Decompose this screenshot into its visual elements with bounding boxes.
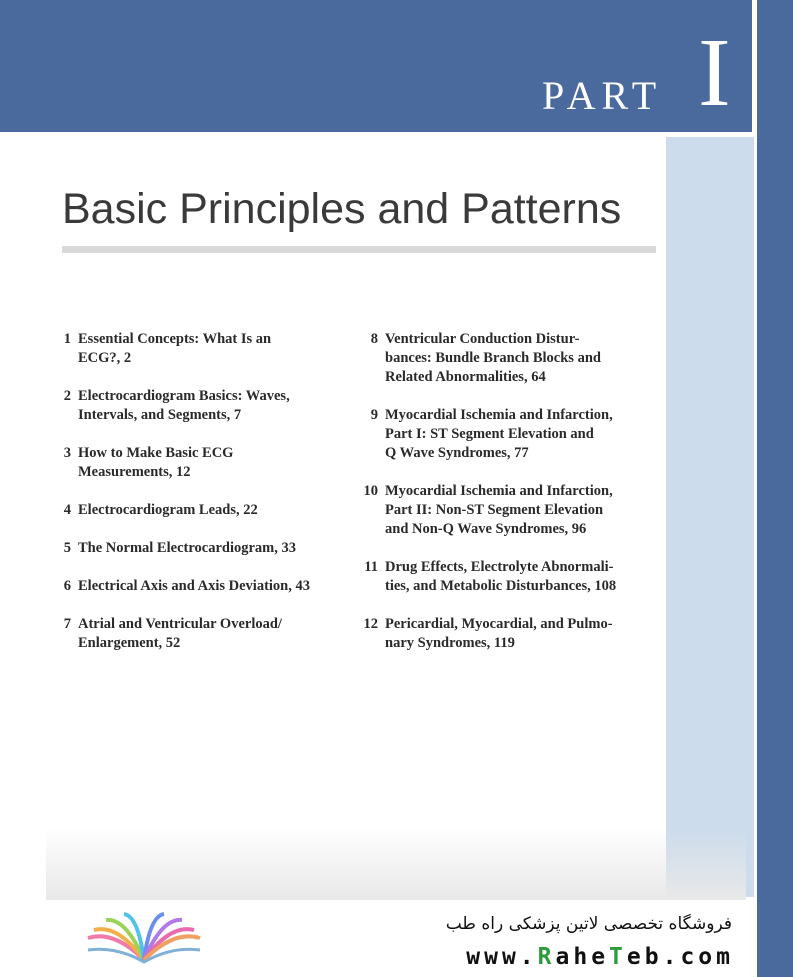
toc-entry[interactable] (358, 482, 648, 539)
chapter-title-line: Essential Concepts: What Is an (78, 331, 272, 347)
chapter-number: 5 (63, 540, 71, 556)
toc-entry[interactable] (62, 501, 352, 520)
chapter-title-line: Related Abnormalities, 64 (385, 369, 546, 385)
chapter-title (385, 558, 616, 596)
chapter-number: 12 (363, 616, 378, 632)
toc-entry[interactable] (62, 330, 352, 368)
toc-entry[interactable] (358, 406, 648, 463)
chapter-title (78, 444, 233, 482)
chapter-title (78, 501, 258, 520)
chapter-number: 2 (63, 388, 71, 404)
chapter-title-line: Measurements, 12 (78, 464, 191, 480)
chapter-title (78, 539, 296, 558)
right-edge-stripe (757, 0, 793, 977)
toc-entry[interactable] (358, 330, 648, 387)
chapter-title-line: Part II: Non-ST Segment Elevation (385, 502, 604, 518)
chapter-title-line: Intervals, and Segments, 7 (78, 407, 242, 423)
chapter-title (78, 387, 290, 425)
chapter-title (385, 406, 613, 463)
chapter-title-line: Atrial and Ventricular Overload/ (78, 616, 282, 632)
chapter-title (385, 330, 601, 387)
chapter-title (78, 615, 282, 653)
chapter-title-line: bances: Bundle Branch Blocks and (385, 350, 601, 366)
chapter-title-line: Q Wave Syndromes, 77 (385, 445, 529, 461)
chapter-title-line: and Non-Q Wave Syndromes, 96 (385, 521, 587, 537)
toc-entry[interactable] (358, 558, 648, 596)
chapter-title-line: Part I: ST Segment Elevation and (385, 426, 594, 442)
chapter-number: 8 (370, 331, 378, 347)
chapter-title-line: Electrocardiogram Basics: Waves, (78, 388, 290, 404)
website-url[interactable] (404, 944, 734, 970)
chapter-title (385, 482, 613, 539)
chapter-number: 6 (63, 578, 71, 594)
toc-entry[interactable] (62, 615, 352, 653)
store-name: فروشگاه تخصصی لاتین پزشکی راه طب (445, 914, 732, 934)
chapter-title-line: Electrocardiogram Leads, 22 (78, 502, 258, 518)
page-title: Basic Principles and Patterns (62, 185, 622, 233)
chapter-number: 11 (364, 559, 378, 575)
side-tab-column (666, 137, 754, 897)
chapter-title-line: ECG?, 2 (78, 350, 132, 366)
chapter-title-line: The Normal Electrocardiogram, 33 (78, 540, 296, 556)
chapter-number: 1 (63, 331, 71, 347)
url-part: www. (466, 944, 538, 970)
book-rainbow-logo-icon (84, 910, 204, 970)
chapter-title-line: nary Syndromes, 119 (385, 635, 515, 651)
chapter-number: 7 (63, 616, 71, 632)
part-number: I (698, 19, 731, 127)
url-part: ahe (555, 944, 610, 970)
toc-entry[interactable] (62, 387, 352, 425)
chapter-title-line: Myocardial Ischemia and Infarction, (385, 407, 613, 423)
url-part-highlight: T (609, 944, 627, 970)
chapter-number: 9 (370, 407, 378, 423)
part-label: PART (542, 73, 663, 118)
chapter-title-line: Enlargement, 52 (78, 635, 181, 651)
chapter-title (385, 615, 613, 653)
chapter-title-line: Ventricular Conduction Distur- (385, 331, 580, 347)
chapter-title (78, 330, 271, 368)
toc-entry[interactable] (358, 615, 648, 653)
toc-left-column (62, 330, 352, 672)
url-part: eb.com (626, 944, 734, 970)
chapter-title-line: ties, and Metabolic Disturbances, 108 (385, 578, 617, 594)
chapter-title-line: Myocardial Ischemia and Infarction, (385, 483, 613, 499)
chapter-title-line: Electrical Axis and Axis Deviation, 43 (78, 578, 310, 594)
chapter-title (78, 577, 310, 596)
toc-right-column (358, 330, 648, 672)
chapter-title-line: Pericardial, Myocardial, and Pulmo- (385, 616, 613, 632)
toc-entry[interactable] (62, 577, 352, 596)
title-rule (62, 246, 656, 253)
chapter-title-line: Drug Effects, Electrolyte Abnormali- (385, 559, 614, 575)
toc-entry[interactable] (62, 539, 352, 558)
chapter-title-line: How to Make Basic ECG (78, 445, 234, 461)
chapter-number: 10 (363, 483, 378, 499)
chapter-number: 4 (63, 502, 71, 518)
url-part-highlight: R (537, 944, 556, 970)
toc-entry[interactable] (62, 444, 352, 482)
chapter-number: 3 (63, 445, 71, 461)
bottom-fade (46, 828, 746, 900)
